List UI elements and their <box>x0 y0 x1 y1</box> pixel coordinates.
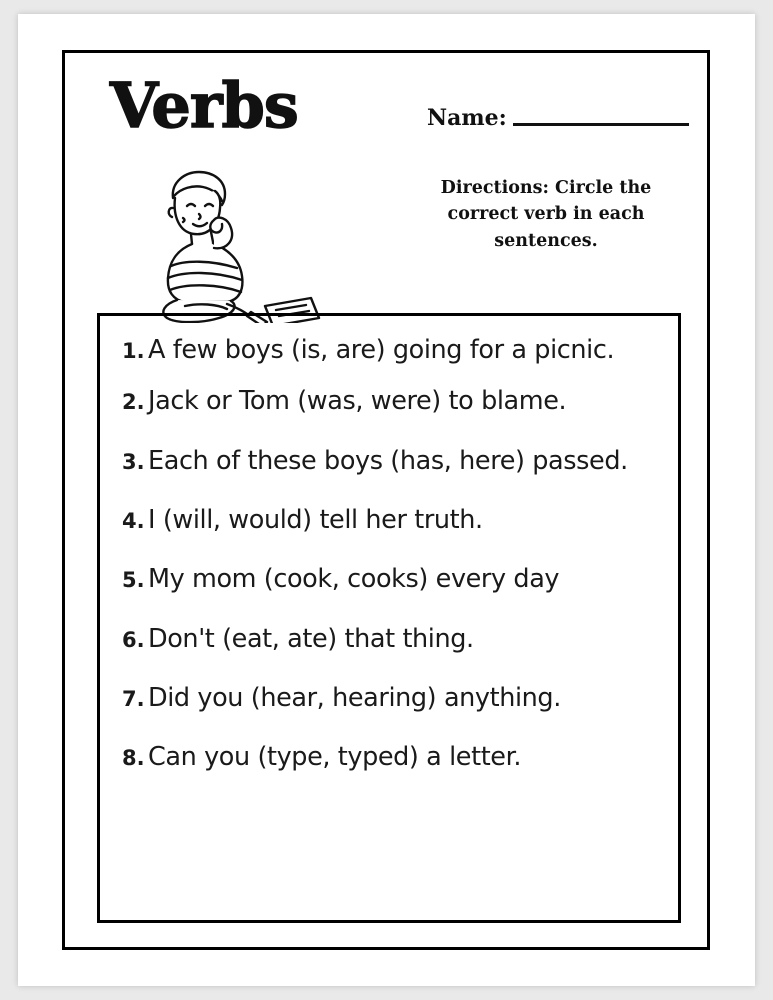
list-item[interactable] <box>122 336 668 365</box>
questions-list <box>122 336 668 795</box>
page-title: Verbs <box>110 69 298 142</box>
list-item[interactable] <box>122 447 668 476</box>
question-number: 8. <box>122 746 145 771</box>
question-number: 4. <box>122 508 145 533</box>
list-item[interactable] <box>122 743 668 772</box>
list-item[interactable] <box>122 387 668 416</box>
list-item[interactable] <box>122 684 668 713</box>
question-text: A few boys (is, are) going for a picnic. <box>148 335 615 365</box>
worksheet-header <box>65 53 707 303</box>
question-text: Don't (eat, ate) that thing. <box>148 623 474 654</box>
question-number: 2. <box>122 390 145 415</box>
question-number: 7. <box>122 686 145 711</box>
worksheet-outer-border <box>62 50 710 950</box>
question-text: I (will, would) tell her truth. <box>148 504 483 535</box>
name-field-row <box>427 105 689 131</box>
question-number: 6. <box>122 627 145 652</box>
name-write-line[interactable] <box>513 123 689 126</box>
question-number: 3. <box>122 449 145 474</box>
question-text: Jack or Tom (was, were) to blame. <box>148 386 567 417</box>
question-number: 5. <box>122 568 145 593</box>
directions-text: Directions: Circle the correct verb in each sentences. <box>440 178 652 251</box>
questions-box <box>97 313 681 923</box>
question-text: My mom (cook, cooks) every day <box>148 564 560 595</box>
question-text: Can you (type, typed) a letter. <box>148 742 522 773</box>
question-text: Did you (hear, hearing) anything. <box>148 682 561 713</box>
list-item[interactable] <box>122 506 668 535</box>
name-label: Name: <box>427 105 507 131</box>
list-item[interactable] <box>122 565 668 594</box>
question-number: 1. <box>122 339 145 363</box>
boy-writing-icon <box>115 158 325 323</box>
worksheet-page <box>18 14 755 986</box>
list-item[interactable] <box>122 625 668 654</box>
question-text: Each of these boys (has, here) passed. <box>148 445 628 476</box>
